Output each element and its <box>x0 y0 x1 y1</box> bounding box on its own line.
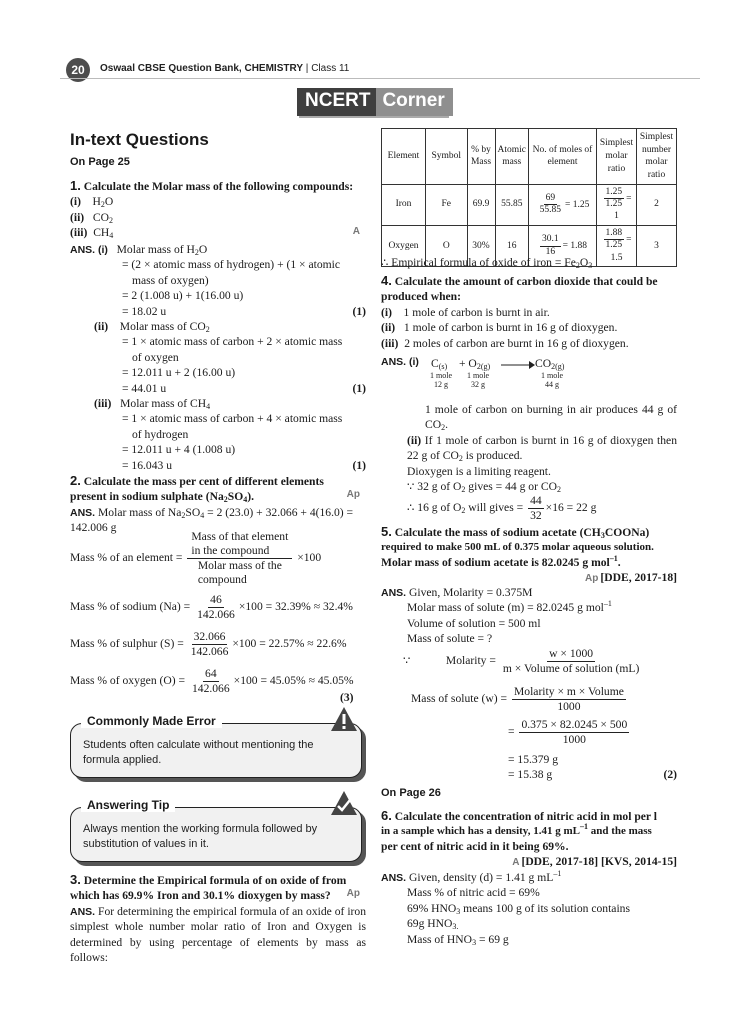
co2-line3: = 12.011 u + 2 (16.00 u) <box>122 366 236 380</box>
q1-option-ii: (ii) <box>70 210 85 224</box>
empirical-formula-table <box>381 128 677 267</box>
q4-opt-ii-text: 1 mole of carbon is burnt in 16 g of dioxygen. <box>403 321 618 335</box>
table-cell: Fe <box>426 184 468 225</box>
ratio-den: 1.25 <box>605 198 623 209</box>
error-box-text: Students often calculate without mentioning the formula applied. <box>83 739 314 767</box>
h2o-line3: = 2 (1.008 u) + 1(16.00 u) <box>122 289 244 303</box>
formula-tail: ×100 <box>297 550 322 564</box>
q4-opt-i: (i) <box>381 305 392 319</box>
eq-co2: $CO_{2(g)}$ <box>535 357 565 371</box>
na-approx: ≈ 32.4% <box>313 600 353 614</box>
eq-co2-text: CO <box>535 357 552 370</box>
q6-l5b: = 69 g <box>476 932 509 946</box>
mass-of-solute-substitution: = $\frac{0.375 \times 82.0245 \times 500}{1000}$ <box>508 718 628 746</box>
moles-den: 16 <box>545 246 556 257</box>
w2-den: 1000 <box>562 732 586 746</box>
na-den: 142.066 <box>197 607 235 621</box>
o-grams: 32 g <box>471 379 485 389</box>
q5-l2: Molar mass of solute (m) = 82.0245 g mol <box>407 601 604 615</box>
difficulty-ap-icon-3: Ap <box>585 573 599 585</box>
h2o-line1: = (2 × atomic mass of hydrogen) + (1 × atomic <box>122 258 341 272</box>
mark-1a: (1) <box>352 304 366 318</box>
ncert-corner-banner <box>297 88 447 116</box>
q3-text2: which has 69.9% Iron and 30.1% dioxygen by mass? <box>70 889 331 903</box>
q4-p5-tail: ×16 = 22 g <box>545 501 597 515</box>
ch4-line2: of hydrogen <box>132 427 189 441</box>
table-header: Simplest number molar ratio <box>637 129 677 185</box>
formula-den2: compound <box>197 572 247 586</box>
molarity-label: Molarity = <box>445 654 496 668</box>
mark-2: (3) <box>340 691 354 704</box>
table-cell: 69.9 <box>467 184 495 225</box>
table-cell: 16 <box>495 225 529 266</box>
ans-6-label: ANS. <box>381 872 407 884</box>
answer-1: ANS. (i) Molar mass of $H_2O$ = (2 × atomic mass of hydrogen) + (1 × atomic mass of oxygen) = 2 (1.008 u) + 1(16.00 u) = 18.02 u (1) (ii) Molar mass of $CO_2$ = 1 × atomic mass of carbon + 2 × atomic mass of oxygen = 12.011 u + 2 (16.00 u) = 44.01 u (1) (iii) Molar mass of $CH_4$ = 1 × atomic mass of carbon + 4 × atomic mass of hydrogen = 12.011 u + 4 (1.008 u) = 16.043 u (1) <box>70 243 366 472</box>
difficulty-a-icon-2: A <box>512 857 520 869</box>
q5-l3: Volume of solution = 500 ml <box>407 616 541 630</box>
ans-4-label: ANS. (i) <box>381 356 419 368</box>
o-num: 64 <box>205 667 217 680</box>
q4-p4: ∵ 32 g of O <box>407 480 462 494</box>
q4-text1: Calculate the amount of carbon dioxide that could be <box>394 275 658 288</box>
w2-num: 0.375 × 82.0245 × 500 <box>521 718 628 731</box>
c-moles: 1 mole <box>430 371 452 380</box>
q6-text3: per cent of nitric acid in it being 69%. <box>381 840 569 854</box>
q5-text3: Molar mass of sodium acetate is 82.0245 g mol <box>381 556 610 570</box>
difficulty-a-icon: A <box>352 226 360 238</box>
tip-box-text: Always mention the working formula followed by substitution of values in it. <box>83 823 318 851</box>
q6-l4: 69g HNO <box>407 917 453 931</box>
sulphur-percent <box>70 630 370 659</box>
carbon-under-label <box>427 372 455 390</box>
question-3 <box>70 872 366 965</box>
ans-1-ii-label: (ii) <box>94 320 109 334</box>
ch4-title: Molar mass of CH <box>120 397 207 411</box>
formula-den1: Molar mass of the <box>197 558 282 572</box>
q6-l1: Given, density (d) = 1.41 g mL <box>409 871 554 884</box>
q4-p5-den: 32 <box>530 509 542 523</box>
s-label: Mass % of sulphur (S) = <box>70 637 184 651</box>
difficulty-ap-icon-2: Ap <box>346 888 360 900</box>
mark-1c: (1) <box>352 458 366 472</box>
question-1: 1. Calculate the Molar mass of the following compounds: (i) $H_2O$ (ii) $CO_2$ (iii) $CH_4$ A <box>70 178 360 241</box>
header-divider <box>60 78 700 79</box>
table-cell: 55.85 <box>495 184 529 225</box>
q4-p4b: gives = 44 g or CO <box>465 480 557 494</box>
tip-box-title: Answering Tip <box>81 798 175 812</box>
formula-fraction <box>187 530 292 587</box>
mass-percent-formula <box>70 530 370 587</box>
molarity-num: w × 1000 <box>549 647 594 660</box>
q4-p2: If 1 mole of carbon is burnt in 16 g of dioxygen then 22 g of CO <box>407 433 677 463</box>
s-result: ×100 = 22.57% <box>232 637 305 651</box>
eq-carbon: $C_{(s)}$ <box>431 357 448 371</box>
reaction-arrow-icon <box>501 360 535 370</box>
na-num: 46 <box>210 593 222 606</box>
q2-text1: Calculate the mass per cent of different elements <box>83 475 324 488</box>
on-page-26: On Page 26 <box>381 787 441 799</box>
co2-line4: = 44.01 u <box>122 381 167 395</box>
ratio-num: 1.88 <box>604 228 625 240</box>
ans-3-label: ANS. <box>70 905 96 918</box>
table-header: Atomic mass <box>495 129 529 185</box>
banner-word-ncert: NCERT <box>297 88 376 116</box>
mass-of-solute-formula <box>411 685 677 714</box>
molarity-den: m × Volume of solution (mL) <box>502 661 640 675</box>
table-header: % by Mass <box>467 129 495 185</box>
q6-l2: Mass % of nitric acid = 69% <box>407 886 540 900</box>
table-header: Symbol <box>426 129 468 185</box>
moles-result: = 1.88 <box>562 241 587 252</box>
q3-ans-text: For determining the empirical formula of an oxide of iron simplest whole number molar ratio of Iron and Oxygen is determined by using percentage of elements by mass as follows: <box>70 904 366 965</box>
question-5: 5. Calculate the mass of sodium acetate $(CH_3COONa)$ required to make 500 mL of 0.375 molar aqueous solution. Molar mass of sodium acetate is 82.0245 g mol$^{-1}$. Ap [DDE, 2017-18] <box>381 524 677 585</box>
formula-num1: Mass of that element <box>191 530 289 543</box>
molarity-formula <box>381 647 677 676</box>
on-page-25: On Page 25 <box>70 156 130 168</box>
q1-number: 1. <box>70 178 81 193</box>
ch4-line4: = 16.043 u <box>122 458 173 472</box>
q6-text2: in a sample which has a density, 1.41 g mL <box>381 825 580 838</box>
q5-l1: Given, Molarity = 0.375M <box>409 586 533 599</box>
q6-l5: Mass of HNO <box>407 932 473 946</box>
h2o-line4: = 18.02 u <box>122 304 167 318</box>
running-header <box>100 63 349 74</box>
q5-l4: Mass of solute = ? <box>407 632 493 646</box>
book-title: Oswaal CBSE Question Bank, CHEMISTRY <box>100 63 304 74</box>
table-header: No. of moles of element <box>529 129 597 185</box>
ans-1-label: ANS. (i) <box>70 244 108 256</box>
moles-num: 30.1 <box>540 234 561 246</box>
ratio-den: 1.25 <box>605 240 623 251</box>
table-cell: 3 <box>637 225 677 266</box>
ratio-result: = 1 <box>614 193 632 222</box>
oxygen-percent <box>70 667 370 696</box>
table-cell <box>529 184 597 225</box>
q4-p5b: will gives = <box>465 501 524 515</box>
conclusion-text: ∴ Empirical formula of oxide of iron = Fe <box>381 256 576 269</box>
q2-ans-text1: Molar mass of Na <box>98 505 182 519</box>
q4-p1: 1 mole of carbon on burning in air produces 44 g of CO <box>425 403 677 432</box>
w-label: Mass of solute (w) = <box>411 692 508 706</box>
w-den: 1000 <box>557 699 581 713</box>
c-grams: 12 g <box>434 379 448 389</box>
q6-text2b: and the mass <box>587 825 652 838</box>
q1-option-iii: (iii) <box>70 226 88 240</box>
table-cell: 2 <box>637 184 677 225</box>
co2-title: Molar mass of CO <box>119 320 206 334</box>
ratio-result: = 1.5 <box>610 234 632 263</box>
q4-opt-iii-text: 2 moles of carbon are burnt in 16 g of dioxygen. <box>404 336 629 350</box>
h2o-line2: mass of oxygen) <box>132 273 209 287</box>
s-den: 142.066 <box>190 644 229 658</box>
q4-ii-label: (ii) <box>407 433 422 447</box>
q5-tag: [DDE, 2017-18] <box>600 571 677 585</box>
question-4 <box>381 273 677 351</box>
table-row <box>382 184 677 225</box>
ans-5-label: ANS. <box>381 587 407 599</box>
empirical-formula-conclusion: ∴ Empirical formula of oxide of iron = $Fe_2O_3$ <box>381 256 593 270</box>
mark-1b: (1) <box>352 381 366 395</box>
o-moles: 1 mole <box>467 371 489 380</box>
error-box-title: Commonly Made Error <box>81 714 222 728</box>
eq-o-text: + O <box>459 357 477 370</box>
class-label: Class 11 <box>311 63 350 74</box>
o-result: ×100 = 45.05% <box>233 674 306 688</box>
table-header: Simplest molar ratio <box>597 129 637 185</box>
q6-l3b: means 100 g of its solution contains <box>460 901 630 915</box>
q3-text1: Determine the Empirical formula of on oxide of from <box>83 874 347 887</box>
oxygen-under-label <box>463 372 493 390</box>
q1-option-i: (i) <box>70 195 81 209</box>
table-header: Element <box>382 129 426 185</box>
o-label: Mass % of oxygen (O) = <box>70 674 186 688</box>
q5-number: 5. <box>381 524 392 539</box>
q4-number: 4. <box>381 273 392 288</box>
q6-number: 6. <box>381 808 392 823</box>
mass-of-solute-result <box>508 752 677 783</box>
question-6: 6. Calculate the concentration of nitric acid in mol per l in a sample which has a density, 1.41 g $mL^{-1}$ and the mass per cent of nitric acid in it being 69%. A [DDE, 2017-18] [KVS, 2014-15] <box>381 808 677 869</box>
co2-moles: 1 mole <box>541 371 563 380</box>
o-approx: ≈ 45.05% <box>308 674 354 688</box>
banner-word-corner: Corner <box>376 88 452 116</box>
question-2: 2. Calculate the mass per cent of different elements present in sodium sulphate $(Na_2SO_4)$. Ap ANS. Molar mass of $Na_2SO_4 = 2$ (23.0) + 32.066 + 4(16.0) = 142.006 g <box>70 473 366 536</box>
co2-line1: = 1 × atomic mass of carbon + 2 × atomic mass <box>122 335 343 349</box>
header-separator: | <box>305 63 312 74</box>
ch4-line3: = 12.011 u + 4 (1.008 u) <box>122 443 236 457</box>
eq-c-text: C <box>431 357 439 370</box>
moles-result: = 1.25 <box>565 199 590 210</box>
q4-p5-num: 44 <box>530 494 542 508</box>
co2-grams: 44 g <box>545 379 559 389</box>
formula-label: Mass % of an element = <box>70 550 183 564</box>
co2-under-label <box>537 372 567 390</box>
q6-tag: [DDE, 2017-18] [KVS, 2014-15] <box>521 855 677 869</box>
section-title: In-text Questions <box>70 130 209 149</box>
q4-p5: ∴ 16 g of O <box>407 501 462 515</box>
q4-text2: produced when: <box>381 290 461 304</box>
answer-4-body: 1 mole of carbon on burning in air produces 44 g of $CO_2$. (ii) If 1 mole of carbon is burnt in 16 g of dioxygen then 22 g of $CO_2$ is produced. Dioxygen is a limiting reagent. ∵ 32 g of $O_2$ gives = 44 g or $CO_2$ ∴ 16 g of $O_2$ will gives = $\frac{44}{32}$ ×16 = 22 g <box>407 403 677 523</box>
q4-opt-iii: (iii) <box>381 336 399 350</box>
q3-number: 3. <box>70 872 81 887</box>
answer-6: ANS. Given, density (d) = 1.41 g $mL^{-1}$ Mass % of nitric acid = 69% 69% $HNO_3$ means 100 g of its solution contains 69g $HNO_{3.}$ Mass of $HNO_3 = 69$ g <box>381 870 677 947</box>
q4-p3: Dioxygen is a limiting reagent. <box>407 464 551 478</box>
page-number: 20 <box>66 58 90 82</box>
q5-text1: Calculate the mass of sodium acetate (CH <box>394 526 601 539</box>
ch4-line1: = 1 × atomic mass of carbon + 4 × atomic mass <box>122 412 343 426</box>
q6-text1: Calculate the concentration of nitric acid in mol per l <box>394 810 657 823</box>
q5-r2: = 15.38 g <box>508 768 553 782</box>
table-cell: Oxygen <box>382 225 426 266</box>
o-den: 142.066 <box>191 681 230 695</box>
eq-oxygen: + $O_{2(g)}$ <box>459 357 491 371</box>
table-cell <box>597 184 637 225</box>
q2-text2: present in sodium sulphate (Na <box>70 490 224 504</box>
s-num: 32.066 <box>193 630 226 643</box>
q4-opt-ii: (ii) <box>381 321 396 335</box>
table-cell: Iron <box>382 184 426 225</box>
h2o-title: Molar mass of H <box>116 243 195 256</box>
answer-5: ANS. Given, Molarity = 0.375M Molar mass of solute (m) = 82.0245 g mol$^{-1}$ Volume of solution = 500 ml Mass of solute = ? <box>381 585 677 647</box>
co2-line2: of oxygen <box>132 350 179 364</box>
warning-icon <box>329 705 359 733</box>
combustion-equation <box>381 356 677 396</box>
s-approx: ≈ 22.6% <box>307 637 347 651</box>
formula-num2: in the compound <box>191 543 270 557</box>
checkmark-icon <box>329 789 359 817</box>
ratio-num: 1.25 <box>604 187 625 199</box>
q5-r1: = 15.379 g <box>508 753 559 766</box>
moles-num: 69 <box>544 193 558 205</box>
q6-l3: 69% HNO <box>407 901 457 915</box>
q5-text2: required to make 500 mL of 0.375 molar aqueous solution. <box>381 541 654 554</box>
q2-ans-text2: = 2 (23.0) + 32.066 + 4(16.0) = <box>207 505 354 519</box>
q4-opt-i-text: 1 mole of carbon is burnt in air. <box>403 305 550 319</box>
commonly-made-error-box <box>70 714 362 778</box>
q4-p2b: is produced. <box>462 449 523 463</box>
na-label: Mass % of sodium (Na) = <box>70 600 191 614</box>
sodium-percent <box>70 593 370 622</box>
ans-2-label: ANS. <box>70 506 96 519</box>
q2-ans-text3: 142.006 g <box>70 521 117 535</box>
q1-text: Calculate the Molar mass of the following compounds: <box>83 180 354 193</box>
q2-number: 2. <box>70 473 81 488</box>
table-header-row <box>382 129 677 185</box>
na-result: ×100 = 32.39% <box>238 600 311 614</box>
w-num: Molarity × m × Volume <box>513 685 624 698</box>
difficulty-ap-icon: Ap <box>346 489 360 501</box>
answering-tip-box <box>70 798 362 862</box>
moles-den: 55.85 <box>539 205 561 216</box>
table-cell: 30% <box>467 225 495 266</box>
because-symbol: ∵ <box>403 654 411 668</box>
mark-5: (2) <box>663 768 677 782</box>
ans-1-iii-label: (iii) <box>94 397 112 411</box>
table-cell: O <box>426 225 468 266</box>
